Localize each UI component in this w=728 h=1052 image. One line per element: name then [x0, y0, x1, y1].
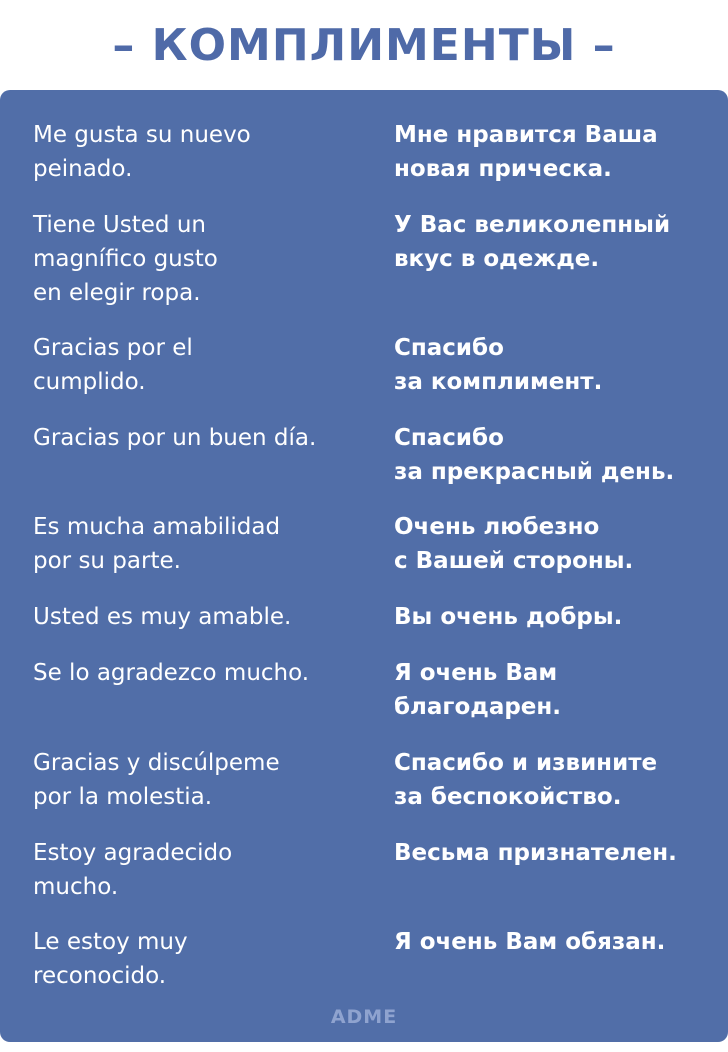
- russian-phrase: Я очень Вам обязан.: [394, 929, 666, 955]
- russian-phrase: Вы очень добры.: [394, 604, 623, 630]
- page-title: – КОМПЛИМЕНТЫ –: [112, 20, 616, 71]
- spanish-phrase: Gracias por un buen día.: [33, 425, 317, 451]
- russian-phrase: У Вас великолепный вкус в одежде.: [394, 212, 671, 272]
- spanish-phrase: Se lo agradezco mucho.: [33, 660, 310, 686]
- spanish-phrase: Me gusta su nuevo peinado.: [33, 122, 251, 182]
- russian-phrase: Весьма признателен.: [394, 840, 677, 866]
- spanish-phrase: Gracias por el cumplido.: [33, 335, 193, 395]
- russian-phrase: Спасибо и извините за беспокойство.: [394, 750, 658, 810]
- spanish-phrase: Estoy agradecido mucho.: [33, 840, 233, 900]
- spanish-phrase: Le estoy muy reconocido.: [33, 929, 188, 989]
- russian-phrase: Спасибо за комплимент.: [394, 335, 603, 395]
- russian-phrase: Я очень Вам благодарен.: [394, 660, 562, 720]
- russian-phrase: Очень любезно с Вашей стороны.: [394, 514, 634, 574]
- spanish-phrase: Gracias y discúlpeme por la molestia.: [33, 750, 280, 810]
- spanish-phrase: Tiene Usted un magnífico gusto en elegir ropa.: [33, 212, 218, 306]
- russian-phrase: Спасибо за прекрасный день.: [394, 425, 675, 485]
- spanish-phrase: Es mucha amabilidad por su parte.: [33, 514, 281, 574]
- spanish-phrase: Usted es muy amable.: [33, 604, 292, 630]
- brand-watermark: ADME: [330, 1006, 398, 1028]
- russian-phrase: Мне нравится Ваша новая прическа.: [394, 122, 658, 182]
